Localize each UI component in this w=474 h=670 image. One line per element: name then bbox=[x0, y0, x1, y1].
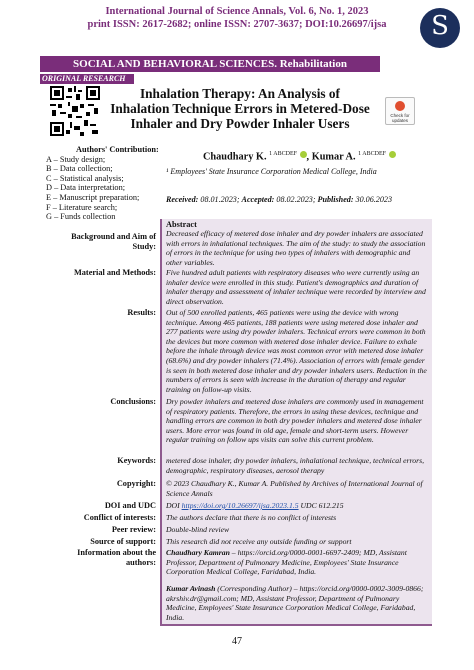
article-dates: Received: 08.01.2023; Accepted: 08.02.2023; Published: 30.06.2023 bbox=[166, 195, 392, 204]
page-number: 47 bbox=[232, 636, 242, 647]
orcid-icon[interactable] bbox=[389, 151, 396, 158]
author-list: Chaudhary K. $^{1 ABCDEF}$ , Kumar A. $^{1 ABCDEF}$ bbox=[203, 151, 396, 162]
conclusions-text: Dry powder inhalers and metered dose inhalers are commonly used in management of respiratory patients. Therefore, the errors in using these devices, technique and handling errors are common in both dry powder inhalers and metered dose inhaler users. More error was found in old age, female and short-term users. However regular training on follow ups visits can solve this current problem. bbox=[166, 397, 424, 445]
check-for-updates-badge[interactable] bbox=[385, 97, 415, 125]
background-label: Background and Aim of Study: bbox=[71, 232, 156, 251]
author-info-1: Chaudhary Kamran – https://orcid.org/0000-0001-6697-2409; MD, Assistant Professor, Department of Pulmonary Medicine, Employees' State Insurance Corporation Medical College, Faridabad, India. bbox=[166, 548, 407, 577]
authors-contribution bbox=[46, 145, 166, 222]
copyright-text: © 2023 Chaudhary K., Kumar A. Published by Archives of International Journal of Science Annals bbox=[166, 479, 423, 498]
orcid-icon[interactable] bbox=[300, 151, 307, 158]
methods-label: Material and Methods: bbox=[73, 268, 156, 277]
keywords-label: Keywords: bbox=[117, 456, 156, 465]
background-text: Decreased efficacy of metered dose inhaler and dry powder inhalers are associated with errors in inhalational techniques. The aim of the study: to study the association of errors in the technique for using two types of inhalers with demographic and other variables. bbox=[166, 229, 426, 267]
contribution-item: A – Study design; bbox=[46, 154, 106, 164]
author-info-2: Kumar Avinash (Corresponding Author) – https://orcid.org/0000-0002-3009-0866; akrshiv.dr@gmail.com; MD, Assistant Professor, Department of Pulmonary Medicine, Employees' State Insurance Corporation Medical College, Faridabad, India. bbox=[166, 584, 424, 622]
affiliation: ¹ Employees' State Insurance Corporation Medical College, India bbox=[166, 167, 377, 176]
author-info-label: Information about the authors: bbox=[77, 548, 156, 567]
contribution-item: F – Literature search; bbox=[46, 202, 118, 212]
conclusions-label: Conclusions: bbox=[110, 397, 156, 406]
qr-code-icon bbox=[50, 86, 100, 136]
crossmark-label: Check for updates bbox=[390, 113, 410, 123]
contribution-heading: Authors' Contribution: bbox=[76, 145, 159, 154]
journal-logo-icon: S bbox=[420, 8, 460, 48]
copyright-label: Copyright: bbox=[116, 479, 156, 488]
abstract-heading: Abstract bbox=[166, 220, 197, 229]
journal-title: International Journal of Science Annals, Vol. 6, No. 1, 2023 bbox=[105, 6, 369, 17]
journal-issn: print ISSN: 2617-2682; online ISSN: 2707-3637; DOI:10.26697/ijsa bbox=[87, 19, 387, 30]
contribution-item: E – Manuscript preparation; bbox=[46, 192, 140, 202]
conflict-text: The authors declare that there is no conflict of interests bbox=[166, 513, 337, 522]
conflict-label: Conflict of interests: bbox=[83, 513, 156, 522]
peer-review-text: Double-blind review bbox=[166, 525, 230, 534]
contribution-item: B – Data collection; bbox=[46, 164, 113, 174]
article-type-label: ORIGINAL RESEARCH bbox=[40, 74, 134, 84]
contribution-item: C – Statistical analysis; bbox=[46, 173, 124, 183]
keywords-text: metered dose inhaler, dry powder inhalers, inhalational technique, technical errors, demographic, respiratory diseases, aerosol therapy bbox=[166, 456, 424, 475]
journal-header bbox=[0, 0, 474, 55]
doi-link[interactable]: https://doi.org/10.26697/ijsa.2023.1.5 bbox=[181, 501, 299, 510]
article-title: Inhalation Therapy: An Analysis of Inhalation Technique Errors in Metered-Dose Inhaler and Dry Powder Inhaler Users bbox=[110, 86, 370, 131]
author-affiliation-mark: 1 ABCDEF bbox=[269, 151, 297, 157]
section-band: SOCIAL AND BEHAVIORAL SCIENCES. Rehabilitation bbox=[40, 56, 380, 72]
doi-text: DOI https://doi.org/10.26697/ijsa.2023.1.5 UDC 612.215 bbox=[166, 501, 344, 510]
support-label: Source of support: bbox=[90, 537, 156, 546]
support-text: This research did not receive any outside funding or support bbox=[166, 537, 352, 546]
crossmark-icon bbox=[395, 101, 405, 111]
contribution-item: D – Data interpretation; bbox=[46, 183, 126, 193]
author-name: Chaudhary K. bbox=[203, 151, 267, 163]
author-name: Kumar A. bbox=[311, 151, 356, 163]
peer-review-label: Peer review: bbox=[111, 525, 156, 534]
contribution-item: G – Funds collection bbox=[46, 212, 116, 222]
results-label: Results: bbox=[127, 308, 156, 317]
results-text: Out of 500 enrolled patients, 465 patients were using the device with wrong technique. Among 465 patients, 188 patients were using metered dose inhaler and 277 patients were using dry powder inhalers. Technical errors were common in both the devices but more common with metered dose inhaler device. Failure to exhale before the inhale through device was most common error with metered dose inhaler (68.6%) and dry powder inhalers (71.4%). Association of errors with female gender is seen in both metered dose inhaler and dry powder inhalers users. Reduction in the numbers of errors is seen with increase in the duration of therapy and regular training on follow-up visits. bbox=[166, 308, 427, 394]
author-affiliation-mark: 1 ABCDEF bbox=[358, 151, 386, 157]
methods-text: Five hundred adult patients with respiratory diseases who were currently using an inhaler device were enrolled in this study. Patient's demographics and duration of inhaler therapy and assessment of inhaler technique were recorded by interview and direct observation. bbox=[166, 268, 426, 306]
doi-label: DOI and UDC bbox=[104, 501, 156, 510]
